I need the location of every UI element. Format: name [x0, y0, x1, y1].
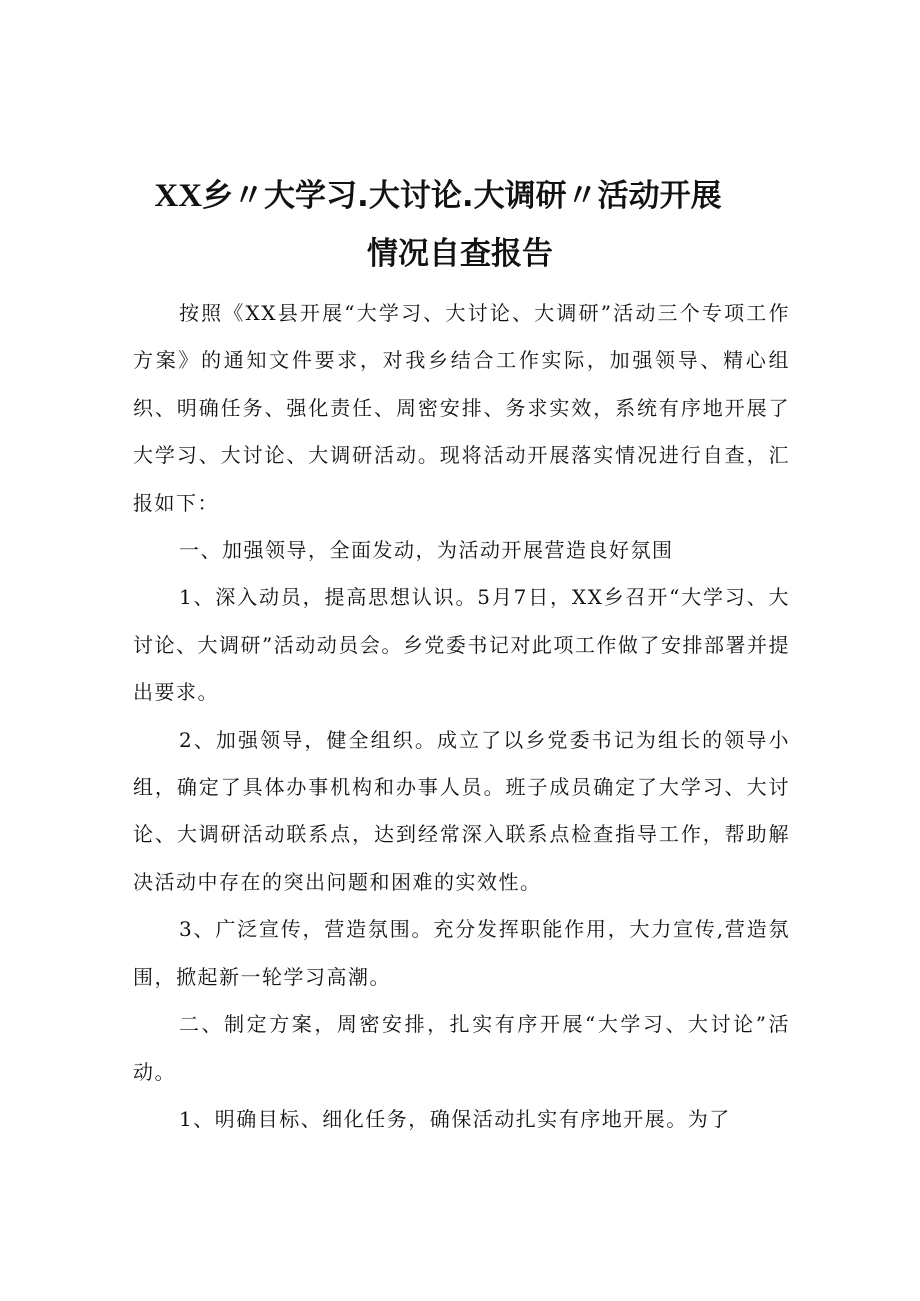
document-title-line-2: 情况自查报告	[367, 236, 553, 272]
section-heading-1: 一、加强领导，全面发动，为活动开展营造良好氛围	[179, 538, 674, 563]
document-body	[133, 290, 790, 1143]
section-1-item-3: 3、广泛宣传，营造氛围。充分发挥职能作用，大力宣传,营造氛围，掀起新一轮学习高潮。	[133, 917, 790, 989]
section-1-item-2: 2、加强领导，健全组织。成立了以乡党委书记为组长的领导小组，确定了具体办事机构和办事人员。班子成员确定了大学习、大讨论、大调研活动联系点，达到经常深入联系点检查指导工作，帮助解决活动中存在的突出问题和困难的实效性。	[133, 727, 790, 894]
title-line-1-text: 乡〃大学习.大讨论.大调研〃活动开展	[202, 178, 722, 214]
document-title-line-1	[0, 176, 876, 216]
section-2-item-1: 1、明确目标、细化任务，确保活动扎实有序地开展。为了	[179, 1106, 731, 1131]
title-prefix: XX	[154, 178, 203, 214]
intro-paragraph: 按照《XX县开展“大学习、大讨论、大调研”活动三个专项工作方案》的通知文件要求，对我乡结合工作实际，加强领导、精心组织、明确任务、强化责任、周密安排、务求实效，系统有序地开展了大学习、大讨论、大调研活动。现将活动开展落实情况进行自查，汇报如下：	[133, 301, 790, 515]
section-1-item-1: 1、深入动员，提高思想认识。5月7日，XX乡召开“大学习、大讨论、大调研”活动动员会。乡党委书记对此项工作做了安排部署并提出要求。	[133, 585, 790, 705]
section-heading-2: 二、制定方案，周密安排，扎实有序开展“大学习、大讨论”活动。	[133, 1012, 790, 1084]
